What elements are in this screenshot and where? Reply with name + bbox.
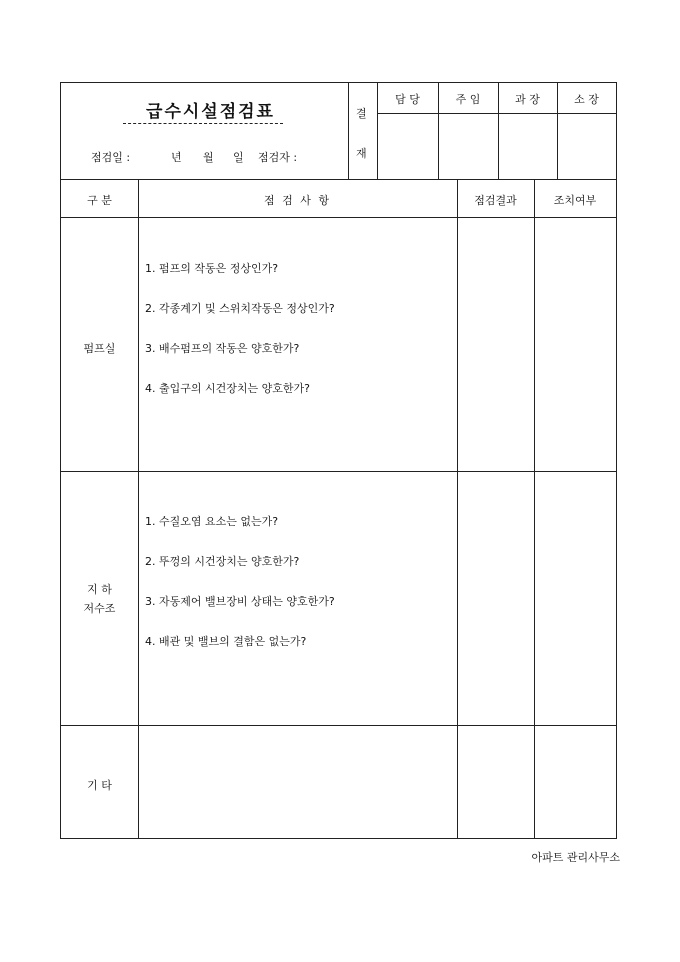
col-header-items: 점 검 사 항 bbox=[264, 194, 331, 207]
approver-director: 소 장 bbox=[574, 93, 599, 106]
check-item: 4. 출입구의 시건장치는 양호한가? bbox=[145, 382, 310, 395]
check-item: 1. 수질오염 요소는 없는가? bbox=[145, 515, 279, 528]
col-header-result: 점검결과 bbox=[474, 194, 517, 207]
inspection-form bbox=[60, 82, 617, 839]
col-divider-category bbox=[138, 179, 139, 838]
section-label-tank-line2: 저수조 bbox=[83, 602, 116, 615]
form-title: 급수시설점검표 bbox=[146, 102, 275, 122]
year-label: 년 bbox=[171, 151, 182, 164]
table-header-border bbox=[61, 217, 616, 218]
month-label: 월 bbox=[203, 151, 214, 164]
approval-label-top: 결 bbox=[356, 107, 367, 120]
check-item: 4. 배관 및 밸브의 결함은 없는가? bbox=[145, 635, 307, 648]
check-item: 2. 각종계기 및 스위치작동은 정상인가? bbox=[145, 302, 335, 315]
col-header-action: 조치여부 bbox=[553, 194, 597, 207]
col-divider-result bbox=[534, 179, 535, 838]
table-top-border bbox=[61, 179, 616, 180]
approver-manager: 과 장 bbox=[515, 93, 540, 106]
date-label: 점검일 : bbox=[91, 151, 131, 164]
approval-label-bottom: 재 bbox=[356, 147, 367, 160]
section-label-other: 기 타 bbox=[87, 779, 112, 792]
check-item: 2. 뚜껑의 시건장치는 양호한가? bbox=[145, 555, 300, 568]
inspector-label: 점검자 : bbox=[258, 151, 298, 164]
title-underline bbox=[123, 123, 283, 124]
section-divider bbox=[61, 471, 616, 472]
check-item: 1. 펌프의 작동은 정상인가? bbox=[145, 262, 279, 275]
approval-divider bbox=[377, 113, 616, 114]
col-divider-items bbox=[457, 179, 458, 838]
section-label-pump-room: 펌프실 bbox=[83, 342, 116, 355]
approver-staff: 담 당 bbox=[395, 93, 420, 106]
check-item: 3. 자동제어 밸브장비 상태는 양호한가? bbox=[145, 595, 335, 608]
office-name: 아파트 관리사무소 bbox=[531, 851, 620, 864]
day-label: 일 bbox=[233, 151, 244, 164]
section-label-tank-line1: 지 하 bbox=[87, 583, 112, 596]
col-header-category: 구 분 bbox=[87, 194, 112, 207]
approver-chief: 주 임 bbox=[455, 93, 481, 106]
section-divider bbox=[61, 725, 616, 726]
approval-border bbox=[348, 83, 349, 179]
check-item: 3. 배수펌프의 작동은 양호한가? bbox=[145, 342, 300, 355]
